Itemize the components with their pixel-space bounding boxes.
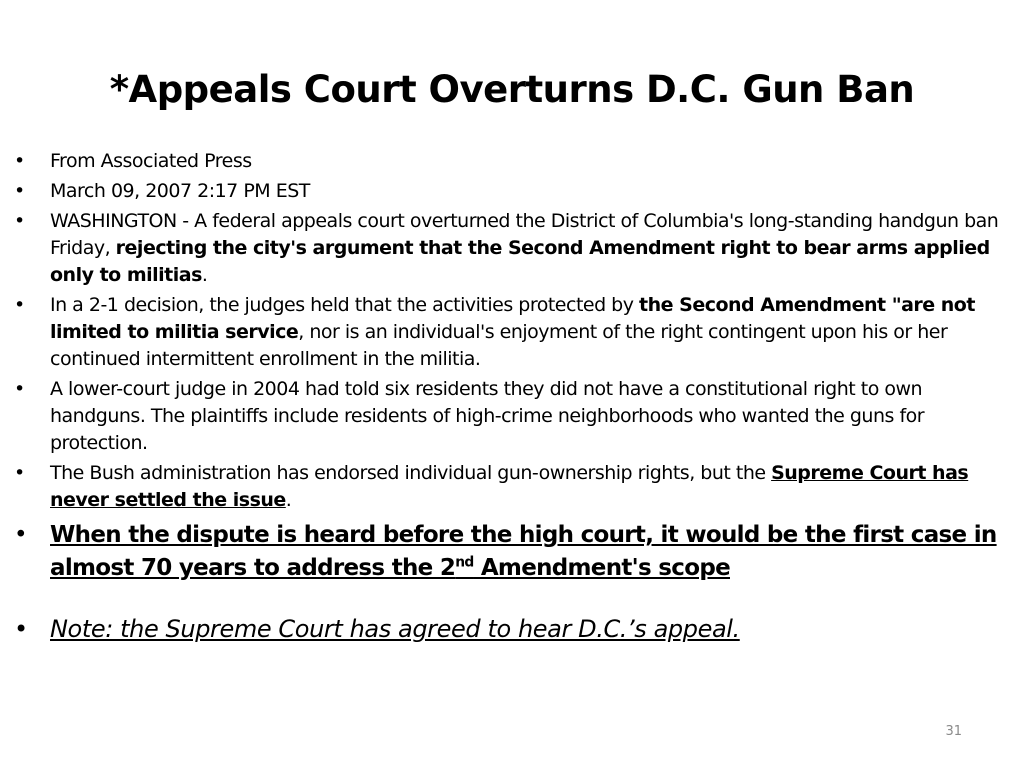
bullet-icon: •: [14, 522, 27, 548]
emphasis-text-end: Amendment's scope: [473, 555, 730, 581]
bullet-item-emphasis: [10, 519, 1020, 585]
bullet-bold-text: rejecting the city's argument that the Second Amendment right to bear arms applied only to militias: [50, 237, 990, 286]
bullet-item: [10, 208, 1020, 289]
bullet-icon: •: [14, 294, 25, 316]
bullet-icon: •: [14, 150, 25, 172]
bullet-text: A lower-court judge in 2004 had told six residents they did not have a constitutional right to own handguns. The plaintiffs include residents of high-crime neighborhoods who wanted the guns for protection.: [50, 378, 925, 454]
bullet-icon: •: [14, 462, 25, 484]
bullet-item: [10, 178, 1020, 205]
bullet-bold-text: the Second Amendment "are not limited to militia service: [50, 294, 975, 343]
bullet-text: March 09, 2007 2:17 PM EST: [50, 180, 310, 202]
bullet-text: WASHINGTON - A federal appeals court overturned the District of Columbia's long-standing handgun ban Friday,: [50, 210, 999, 259]
bullet-item: [10, 460, 1020, 514]
bullet-item-note: [10, 613, 1020, 646]
bullet-text: .: [285, 489, 292, 511]
bullet-item: [10, 376, 1020, 457]
page-number: 31: [945, 724, 962, 739]
bullet-icon: •: [14, 378, 25, 400]
bullet-bold-underline-text: Supreme Court has never settled the issue: [50, 462, 969, 511]
ordinal-suffix: nd: [455, 554, 474, 571]
note-text: Note: the Supreme Court has agreed to hear D.C.’s appeal.: [50, 615, 740, 643]
bullet-list: [10, 148, 1020, 649]
bullet-text: The Bush administration has endorsed individual gun-ownership rights, but the: [50, 462, 772, 484]
bullet-icon: •: [14, 210, 25, 232]
emphasis-text: [50, 522, 997, 581]
bullet-icon: •: [14, 180, 25, 202]
bullet-text: From Associated Press: [50, 150, 252, 172]
slide-title: *Appeals Court Overturns D.C. Gun Ban: [109, 68, 915, 111]
bullet-text: , nor is an individual's enjoyment of the right contingent upon his or her continued intermittent enrollment in the militia.: [50, 321, 948, 370]
bullet-item: [10, 148, 1020, 175]
bullet-icon: •: [14, 615, 28, 643]
emphasis-text-main: When the dispute is heard before the high court, it would be the first case in almost 70 years to address the 2: [50, 522, 997, 581]
bullet-text: In a 2-1 decision, the judges held that the activities protected by: [50, 294, 640, 316]
bullet-item: [10, 292, 1020, 373]
bullet-text: .: [201, 264, 208, 286]
